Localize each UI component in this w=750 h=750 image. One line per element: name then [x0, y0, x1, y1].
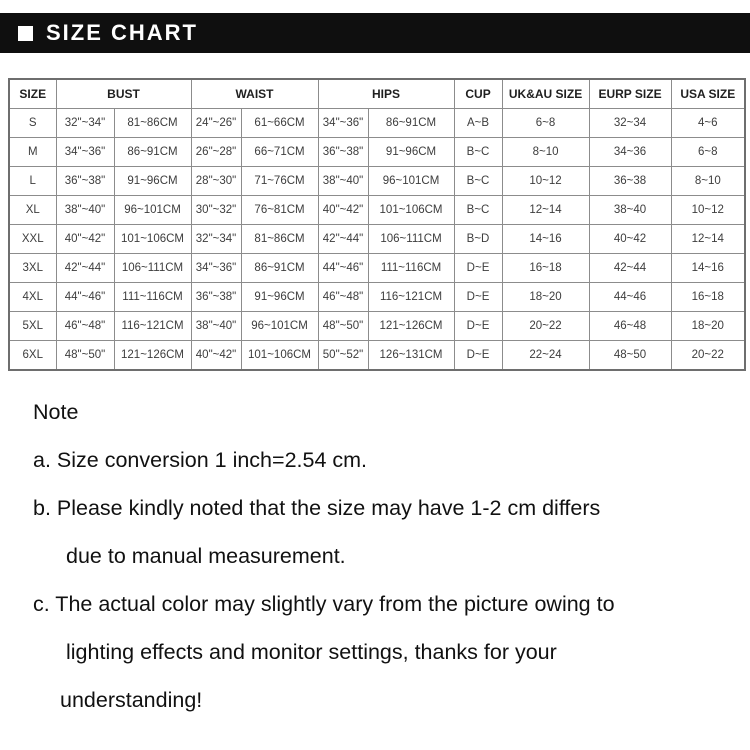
size-label-cell: S [9, 109, 56, 138]
note-heading: Note [33, 400, 79, 424]
table-row [9, 109, 745, 138]
table-cell: 101~106CM [241, 341, 318, 371]
table-cell: 81~86CM [114, 109, 191, 138]
table-cell: 36"~38" [56, 167, 114, 196]
table-cell: 38"~40" [191, 312, 241, 341]
table-cell: 36"~38" [318, 138, 368, 167]
table-cell: 86~91CM [241, 254, 318, 283]
table-cell: 44~46 [589, 283, 671, 312]
table-cell: 38"~40" [318, 167, 368, 196]
table-cell: 34"~36" [191, 254, 241, 283]
table-cell: D~E [454, 254, 502, 283]
table-cell: 24"~26" [191, 109, 241, 138]
table-cell: D~E [454, 283, 502, 312]
size-label-cell: 6XL [9, 341, 56, 371]
table-cell: 48~50 [589, 341, 671, 371]
table-cell: 81~86CM [241, 225, 318, 254]
table-cell: 66~71CM [241, 138, 318, 167]
table-cell: 44"~46" [56, 283, 114, 312]
note-line-b: b. Please kindly noted that the size may have 1-2 cm differs [33, 496, 601, 520]
table-cell: 48"~50" [318, 312, 368, 341]
table-cell: 40"~42" [56, 225, 114, 254]
size-label-cell: XL [9, 196, 56, 225]
table-cell: 86~91CM [114, 138, 191, 167]
table-cell: 61~66CM [241, 109, 318, 138]
table-cell: 96~101CM [114, 196, 191, 225]
table-cell: 34~36 [589, 138, 671, 167]
table-cell: 44"~46" [318, 254, 368, 283]
table-cell: 101~106CM [114, 225, 191, 254]
size-label-cell: XXL [9, 225, 56, 254]
table-cell: 6~8 [671, 138, 745, 167]
size-label-cell: 4XL [9, 283, 56, 312]
column-header-usa-size: USA SIZE [671, 79, 745, 109]
table-cell: 8~10 [671, 167, 745, 196]
column-header-hips: HIPS [318, 79, 454, 109]
table-cell: 32~34 [589, 109, 671, 138]
note-line-c-continued-2: understanding! [60, 688, 203, 712]
table-cell: 46"~48" [56, 312, 114, 341]
table-cell: B~C [454, 138, 502, 167]
table-cell: 91~96CM [368, 138, 454, 167]
table-cell: 6~8 [502, 109, 589, 138]
table-cell: 106~111CM [368, 225, 454, 254]
table-cell: 121~126CM [114, 341, 191, 371]
table-row [9, 225, 745, 254]
table-cell: 40"~42" [318, 196, 368, 225]
table-row [9, 283, 745, 312]
note-line-c: c. The actual color may slightly vary from the picture owing to [33, 592, 615, 616]
table-row [9, 341, 745, 371]
table-cell: 34"~36" [318, 109, 368, 138]
table-cell: 16~18 [671, 283, 745, 312]
table-cell: 32"~34" [191, 225, 241, 254]
table-cell: 12~14 [502, 196, 589, 225]
table-row [9, 138, 745, 167]
table-cell: 36"~38" [191, 283, 241, 312]
note-line-b-continued: due to manual measurement. [66, 544, 346, 568]
column-header-eurp-size: EURP SIZE [589, 79, 671, 109]
table-cell: 91~96CM [241, 283, 318, 312]
column-header-size: SIZE [9, 79, 56, 109]
table-cell: 86~91CM [368, 109, 454, 138]
table-cell: 96~101CM [241, 312, 318, 341]
note-line-a: a. Size conversion 1 inch=2.54 cm. [33, 448, 368, 472]
table-cell: 10~12 [671, 196, 745, 225]
note-line-c-continued: lighting effects and monitor settings, thanks for your [66, 640, 557, 664]
table-row [9, 254, 745, 283]
column-header-ukau-size: UK&AU SIZE [502, 79, 589, 109]
table-cell: 30"~32" [191, 196, 241, 225]
table-cell: 22~24 [502, 341, 589, 371]
column-header-bust: BUST [56, 79, 191, 109]
square-bullet-icon [18, 26, 33, 41]
table-cell: 106~111CM [114, 254, 191, 283]
table-row [9, 312, 745, 341]
size-label-cell: L [9, 167, 56, 196]
table-cell: 8~10 [502, 138, 589, 167]
page-title: SIZE CHART [46, 20, 198, 45]
table-cell: 18~20 [671, 312, 745, 341]
table-cell: 36~38 [589, 167, 671, 196]
table-cell: 46~48 [589, 312, 671, 341]
table-cell: 38~40 [589, 196, 671, 225]
table-cell: D~E [454, 341, 502, 371]
table-cell: 42~44 [589, 254, 671, 283]
table-row [9, 167, 745, 196]
table-cell: 20~22 [502, 312, 589, 341]
table-cell: 116~121CM [368, 283, 454, 312]
column-header-waist: WAIST [191, 79, 318, 109]
table-cell: 10~12 [502, 167, 589, 196]
column-header-cup: CUP [454, 79, 502, 109]
table-cell: 42"~44" [318, 225, 368, 254]
table-cell: 14~16 [671, 254, 745, 283]
table-cell: D~E [454, 312, 502, 341]
table-cell: 96~101CM [368, 167, 454, 196]
table-cell: B~C [454, 167, 502, 196]
table-cell: 126~131CM [368, 341, 454, 371]
table-cell: 101~106CM [368, 196, 454, 225]
size-label-cell: 5XL [9, 312, 56, 341]
table-cell: B~C [454, 196, 502, 225]
table-cell: 4~6 [671, 109, 745, 138]
table-cell: 121~126CM [368, 312, 454, 341]
table-cell: 116~121CM [114, 312, 191, 341]
table-cell: 40"~42" [191, 341, 241, 371]
table-cell: 42"~44" [56, 254, 114, 283]
table-cell: 46"~48" [318, 283, 368, 312]
size-chart-table [8, 78, 746, 371]
table-cell: 20~22 [671, 341, 745, 371]
size-label-cell: 3XL [9, 254, 56, 283]
size-label-cell: M [9, 138, 56, 167]
table-cell: 38"~40" [56, 196, 114, 225]
table-cell: 32"~34" [56, 109, 114, 138]
table-cell: 14~16 [502, 225, 589, 254]
table-body [9, 109, 745, 371]
table-cell: 26"~28" [191, 138, 241, 167]
table-cell: A~B [454, 109, 502, 138]
table-cell: 76~81CM [241, 196, 318, 225]
table-cell: 12~14 [671, 225, 745, 254]
table-cell: 40~42 [589, 225, 671, 254]
table-cell: 71~76CM [241, 167, 318, 196]
table-cell: 111~116CM [114, 283, 191, 312]
table-cell: 48"~50" [56, 341, 114, 371]
table-cell: 34"~36" [56, 138, 114, 167]
table-cell: B~D [454, 225, 502, 254]
table-cell: 16~18 [502, 254, 589, 283]
table-cell: 28"~30" [191, 167, 241, 196]
note-section [33, 388, 733, 724]
table-cell: 91~96CM [114, 167, 191, 196]
table-header-row [9, 79, 745, 109]
table-cell: 111~116CM [368, 254, 454, 283]
table-cell: 18~20 [502, 283, 589, 312]
title-bar [0, 13, 750, 53]
table-cell: 50"~52" [318, 341, 368, 371]
table-row [9, 196, 745, 225]
